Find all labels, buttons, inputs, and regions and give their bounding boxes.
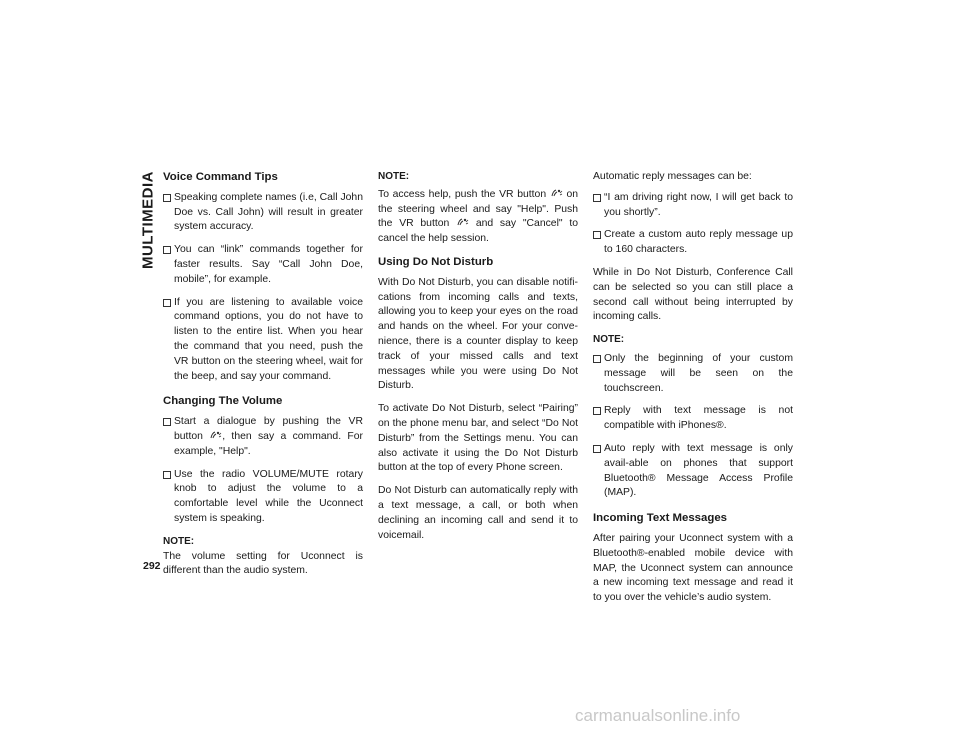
page-number: 292 [143, 560, 161, 572]
bullet-text: If you are listening to available voice command options, you do not have to listen to the entire list. When you hear the command that you need, push the VR button on the steering wheel, wait for the beep, and say your command. [174, 296, 363, 382]
bullet-item [593, 228, 793, 258]
note-text-part: on the steering wheel and say "Help". Push the VR button [378, 188, 579, 230]
checkbox-bullet-icon [163, 471, 171, 479]
bullet-item [593, 352, 793, 396]
bullet-item [593, 404, 793, 434]
column-3 [593, 170, 793, 614]
paragraph: Do Not Disturb can automatically reply with a text message, a call, or both when declining an incoming call and send it to voicemail. [378, 485, 578, 541]
paragraph: To activate Do Not Disturb, select “Pairing” on the phone menu bar, and select “Do Not Disturb” from the Settings menu. You can also activate it using the Do Not Disturb button at the top of every Phone screen. [378, 403, 578, 474]
bullet-text-continued: , then say a command. For example, "Help". [174, 430, 363, 457]
checkbox-bullet-icon [163, 299, 171, 307]
heading-voice-command-tips: Voice Command Tips [163, 171, 278, 183]
column-1 [163, 170, 363, 587]
section-tab [138, 172, 158, 268]
bullet-text: Start a dialogue by pushing the VR button [174, 416, 363, 442]
paragraph: Automatic reply messages can be: [593, 171, 752, 182]
checkbox-bullet-icon [593, 407, 601, 415]
checkbox-bullet-icon [163, 246, 171, 254]
bullet-text: You can “link” commands together for faster results. Say “Call John Doe, mobile”, for example. [174, 244, 363, 285]
note-text [378, 188, 578, 247]
checkbox-bullet-icon [593, 194, 601, 202]
note-label: NOTE: [378, 171, 410, 182]
watermark: carmanualsonline.info [575, 706, 741, 725]
bullet-item [593, 442, 793, 501]
bullet-text: Speaking complete names (i.e, Call John Doe vs. Call John) will result in greater system accuracy. [174, 191, 363, 233]
checkbox-bullet-icon [163, 418, 171, 426]
checkbox-bullet-icon [593, 355, 601, 363]
heading-do-not-disturb: Using Do Not Disturb [378, 255, 494, 268]
checkbox-bullet-icon [593, 445, 601, 453]
note-text: The volume setting for Uconnect is different than the audio system. [163, 550, 363, 577]
bullet-text: Only the beginning of your custom message will be seen on the touchscreen. [604, 352, 793, 394]
checkbox-bullet-icon [163, 194, 171, 202]
heading-incoming-text-messages: Incoming Text Messages [593, 512, 727, 525]
voice-recognition-icon [550, 188, 563, 198]
bullet-text: Reply with text message is not compatible with iPhones®. [604, 405, 793, 432]
bullet-item [163, 243, 363, 287]
column-2 [378, 170, 578, 551]
bullet-item [593, 191, 793, 221]
bullet-text: “I am driving right now, I will get back to you shortly”. [604, 191, 793, 218]
bullet-item [163, 468, 363, 527]
checkbox-bullet-icon [593, 231, 601, 239]
bullet-text: Auto reply with text message is only avail-able on phones that support Bluetooth® Message Access Profile (MAP). [604, 442, 793, 499]
paragraph: While in Do Not Disturb, Conference Call can be selected so you can still place a second call without being interrupted by incoming calls. [593, 266, 793, 323]
paragraph: After pairing your Uconnect system with a Bluetooth®-enabled mobile device with MAP, the Uconnect system can announce a new incoming text message and read it to you over the vehicle’s audio system. [593, 532, 793, 604]
voice-recognition-icon [456, 217, 469, 227]
heading-changing-volume: Changing The Volume [163, 395, 283, 408]
paragraph: With Do Not Disturb, you can disable notifi-cations from incoming calls and texts, allowing you to keep your eyes on the road and hands on the wheel. For your conve-nience, there is a counter display to keep track of your missed calls and text messages while you were using Do Not Disturb. [378, 276, 578, 392]
note-label: NOTE: [163, 535, 195, 547]
bullet-text: Use the radio VOLUME/MUTE rotary knob to adjust the volume to a comfortable level while the Uconnect system is speaking. [174, 468, 363, 524]
section-tab-label: MULTIMEDIA [139, 170, 157, 270]
note-text-part: and say "Cancel" to cancel the help session. [378, 218, 578, 245]
bullet-item [163, 191, 363, 235]
voice-recognition-icon [209, 430, 222, 440]
bullet-text: Create a custom auto reply message up to 160 characters. [604, 229, 793, 256]
note-text-part: To access help, push the VR button [378, 188, 547, 200]
bullet-item [163, 415, 363, 459]
bullet-item [163, 296, 363, 385]
note-label: NOTE: [593, 334, 625, 346]
